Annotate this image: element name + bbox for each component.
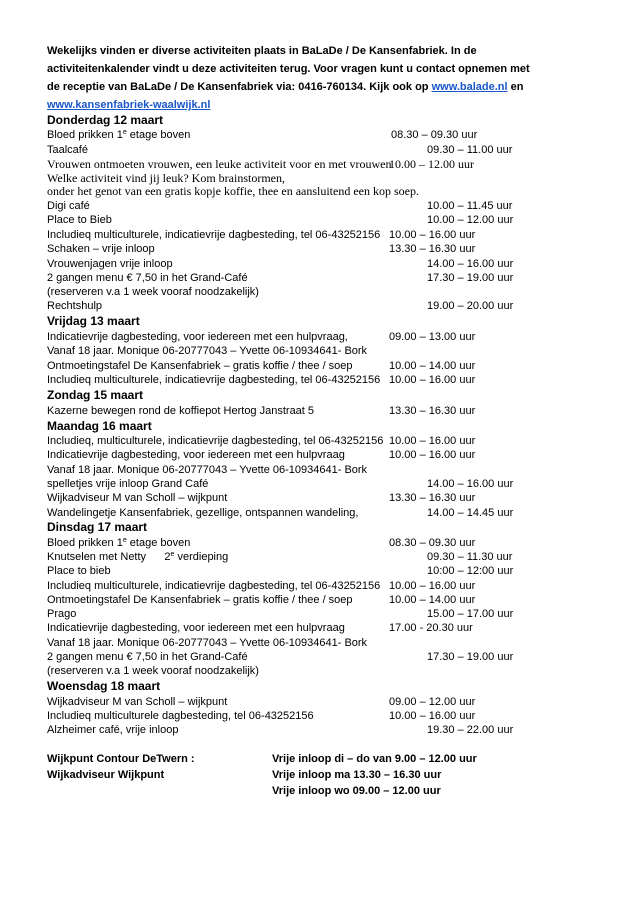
- footer-hours-2: Vrije inloop ma 13.30 – 16.30 uur: [272, 769, 442, 781]
- wed-time-1: 09.00 – 12.00 uur: [389, 696, 476, 708]
- heading-wednesday: Woensdag 18 maart: [47, 679, 161, 693]
- tue-activity-1: Bloed prikken 1e etage boven: [47, 537, 191, 549]
- tue-time-3: 10:00 – 12:00 uur: [427, 565, 514, 577]
- thu-time-1: 08.30 – 09.30 uur: [391, 129, 478, 141]
- fri-time-2: 10.00 – 14.00 uur: [389, 360, 476, 372]
- mon-time-1: 10.00 – 16.00 uur: [389, 435, 476, 447]
- thu-time-6: 10.00 – 16.00 uur: [389, 229, 476, 241]
- tue-activity-6: Prago: [47, 608, 77, 620]
- thu-activity-9: 2 gangen menu € 7,50 in het Grand-Café: [47, 272, 248, 284]
- fri-activity-2: Ontmoetingstafel De Kansenfabriek – gratis koffie / thee / soep: [47, 360, 353, 372]
- balade-link[interactable]: www.balade.nl: [431, 81, 508, 93]
- mon-activity-1: Includieq, multiculturele, indicatievrije dagbesteding, tel 06-43252156: [47, 435, 384, 447]
- thu-time-3: 10.00 – 12.00 uur: [389, 157, 474, 171]
- thu-time-10: 19.00 – 20.00 uur: [427, 300, 514, 312]
- thu-activity-8: Vrouwenjagen vrije inloop: [47, 258, 173, 270]
- tue-time-8: 17.30 – 19.00 uur: [427, 651, 514, 663]
- tue-time-4: 10.00 – 16.00 uur: [389, 580, 476, 592]
- sun-time-1: 13.30 – 16.30 uur: [389, 405, 476, 417]
- footer-hours-3: Vrije inloop wo 09.00 – 12.00 uur: [272, 785, 441, 797]
- heading-friday: Vrijdag 13 maart: [47, 314, 140, 328]
- thu-activity-3-line-2: Welke activiteit vind jij leuk? Kom brainstormen,: [47, 171, 285, 185]
- tue-time-1: 08.30 – 09.30 uur: [389, 537, 476, 549]
- kansenfabriek-link[interactable]: www.kansenfabriek-waalwijk.nl: [47, 99, 211, 111]
- heading-sunday: Zondag 15 maart: [47, 388, 144, 402]
- tue-activity-7: Indicatievrije dagbesteding, voor iedereen met een hulpvraag: [47, 622, 345, 634]
- tue-activity-5: Ontmoetingstafel De Kansenfabriek – gratis koffie / thee / soep: [47, 594, 353, 606]
- intro-line-2: activiteitenkalender vindt u deze activiteiten terug. Voor vragen kunt u contact opnemen met: [47, 63, 530, 75]
- footer-wijkadviseur: Wijkadviseur Wijkpunt: [47, 769, 165, 781]
- intro-line-1: Wekelijks vinden er diverse activiteiten plaats in BaLaDe / De Kansenfabriek. In de: [47, 45, 477, 57]
- thu-time-4: 10.00 – 11.45 uur: [427, 200, 513, 212]
- thu-activity-4: Digi café: [47, 200, 90, 212]
- footer-hours-1: Vrije inloop di – do van 9.00 – 12.00 uur: [272, 753, 477, 765]
- fri-time-3: 10.00 – 16.00 uur: [389, 374, 476, 386]
- thu-time-5: 10.00 – 12.00 uur: [427, 214, 514, 226]
- footer-wijkpunt: Wijkpunt Contour DeTwern :: [47, 753, 195, 765]
- thu-activity-6: Includieq multiculturele, indicatievrije dagbesteding, tel 06-43252156: [47, 229, 381, 241]
- mon-time-2: 10.00 – 16.00 uur: [389, 449, 476, 461]
- thu-time-9: 17.30 – 19.00 uur: [427, 272, 514, 284]
- wed-activity-2: Includieq multiculturele dagbesteding, tel 06-43252156: [47, 710, 314, 722]
- intro-line-3: [47, 80, 523, 94]
- thu-activity-5: Place to Bieb: [47, 214, 112, 226]
- mon-activity-3: spelletjes vrije inloop Grand Café: [47, 478, 209, 490]
- intro-line-3-text: de receptie van BaLaDe / De Kansenfabriek via: 0416-760134. Kijk ook op: [47, 81, 429, 93]
- thu-time-7: 13.30 – 16.30 uur: [389, 243, 476, 255]
- thu-activity-2: Taalcafé: [47, 144, 88, 156]
- mon-activity-2: Indicatievrije dagbesteding, voor iedereen met een hulpvraag: [47, 449, 345, 461]
- wed-activity-3: Alzheimer café, vrije inloop: [47, 724, 179, 736]
- tue-activity-3: Place to bieb: [47, 565, 111, 577]
- wed-time-2: 10.00 – 16.00 uur: [389, 710, 476, 722]
- mon-time-5: 14.00 – 14.45 uur: [427, 507, 514, 519]
- wed-time-3: 19.30 – 22.00 uur: [427, 724, 514, 736]
- tue-time-6: 15.00 – 17.00 uur: [427, 608, 514, 620]
- thu-activity-3: Vrouwen ontmoeten vrouwen, een leuke activiteit voor en met vrouwen: [47, 157, 392, 171]
- intro-and: en: [510, 81, 524, 93]
- tue-activity-7-contact: Vanaf 18 jaar. Monique 06-20777043 – Yvette 06-10934641- Bork: [47, 637, 368, 649]
- tue-time-7: 17.00 - 20.30 uur: [389, 622, 473, 634]
- fri-activity-3: Includieq multiculturele, indicatievrije dagbesteding, tel 06-43252156: [47, 374, 381, 386]
- thu-time-8: 14.00 – 16.00 uur: [427, 258, 514, 270]
- tue-time-2: 09.30 – 11.30 uur: [427, 551, 513, 563]
- thu-activity-3-line-3: onder het genot van een gratis kopje koffie, thee en aansluitend een kop soep.: [47, 184, 419, 198]
- mon-activity-5: Wandelingetje Kansenfabriek, gezellige, ontspannen wandeling,: [47, 507, 359, 519]
- mon-activity-4: Wijkadviseur M van Scholl – wijkpunt: [47, 492, 228, 504]
- heading-monday: Maandag 16 maart: [47, 419, 152, 433]
- thu-activity-10: Rechtshulp: [47, 300, 103, 312]
- heading-thursday: Donderdag 12 maart: [47, 113, 164, 127]
- thu-activity-7: Schaken – vrije inloop: [47, 243, 155, 255]
- tue-activity-4: Includieq multiculturele, indicatievrije dagbesteding, tel 06-43252156: [47, 580, 381, 592]
- heading-tuesday: Dinsdag 17 maart: [47, 520, 148, 534]
- tue-activity-8-note: (reserveren v.a 1 week vooraf noodzakelijk): [47, 665, 259, 677]
- mon-time-4: 13.30 – 16.30 uur: [389, 492, 476, 504]
- mon-time-3: 14.00 – 16.00 uur: [427, 478, 514, 490]
- fri-activity-1: Indicatievrije dagbesteding, voor iedereen met een hulpvraag,: [47, 331, 348, 343]
- wed-activity-1: Wijkadviseur M van Scholl – wijkpunt: [47, 696, 228, 708]
- tue-activity-8: 2 gangen menu € 7,50 in het Grand-Café: [47, 651, 248, 663]
- sun-activity-1: Kazerne bewegen rond de koffiepot Hertog Janstraat 5: [47, 405, 315, 417]
- fri-activity-1-contact: Vanaf 18 jaar. Monique 06-20777043 – Yvette 06-10934641- Bork: [47, 345, 368, 357]
- tue-time-5: 10.00 – 14.00 uur: [389, 594, 476, 606]
- thu-activity-1: Bloed prikken 1e etage boven: [47, 129, 191, 141]
- mon-activity-2-contact: Vanaf 18 jaar. Monique 06-20777043 – Yvette 06-10934641- Bork: [47, 464, 368, 476]
- thu-activity-9-note: (reserveren v.a 1 week vooraf noodzakelijk): [47, 286, 259, 298]
- tue-activity-2: Knutselen met Netty 2e verdieping: [47, 551, 229, 563]
- fri-time-1: 09.00 – 13.00 uur: [389, 331, 476, 343]
- thu-time-2: 09.30 – 11.00 uur: [427, 144, 513, 156]
